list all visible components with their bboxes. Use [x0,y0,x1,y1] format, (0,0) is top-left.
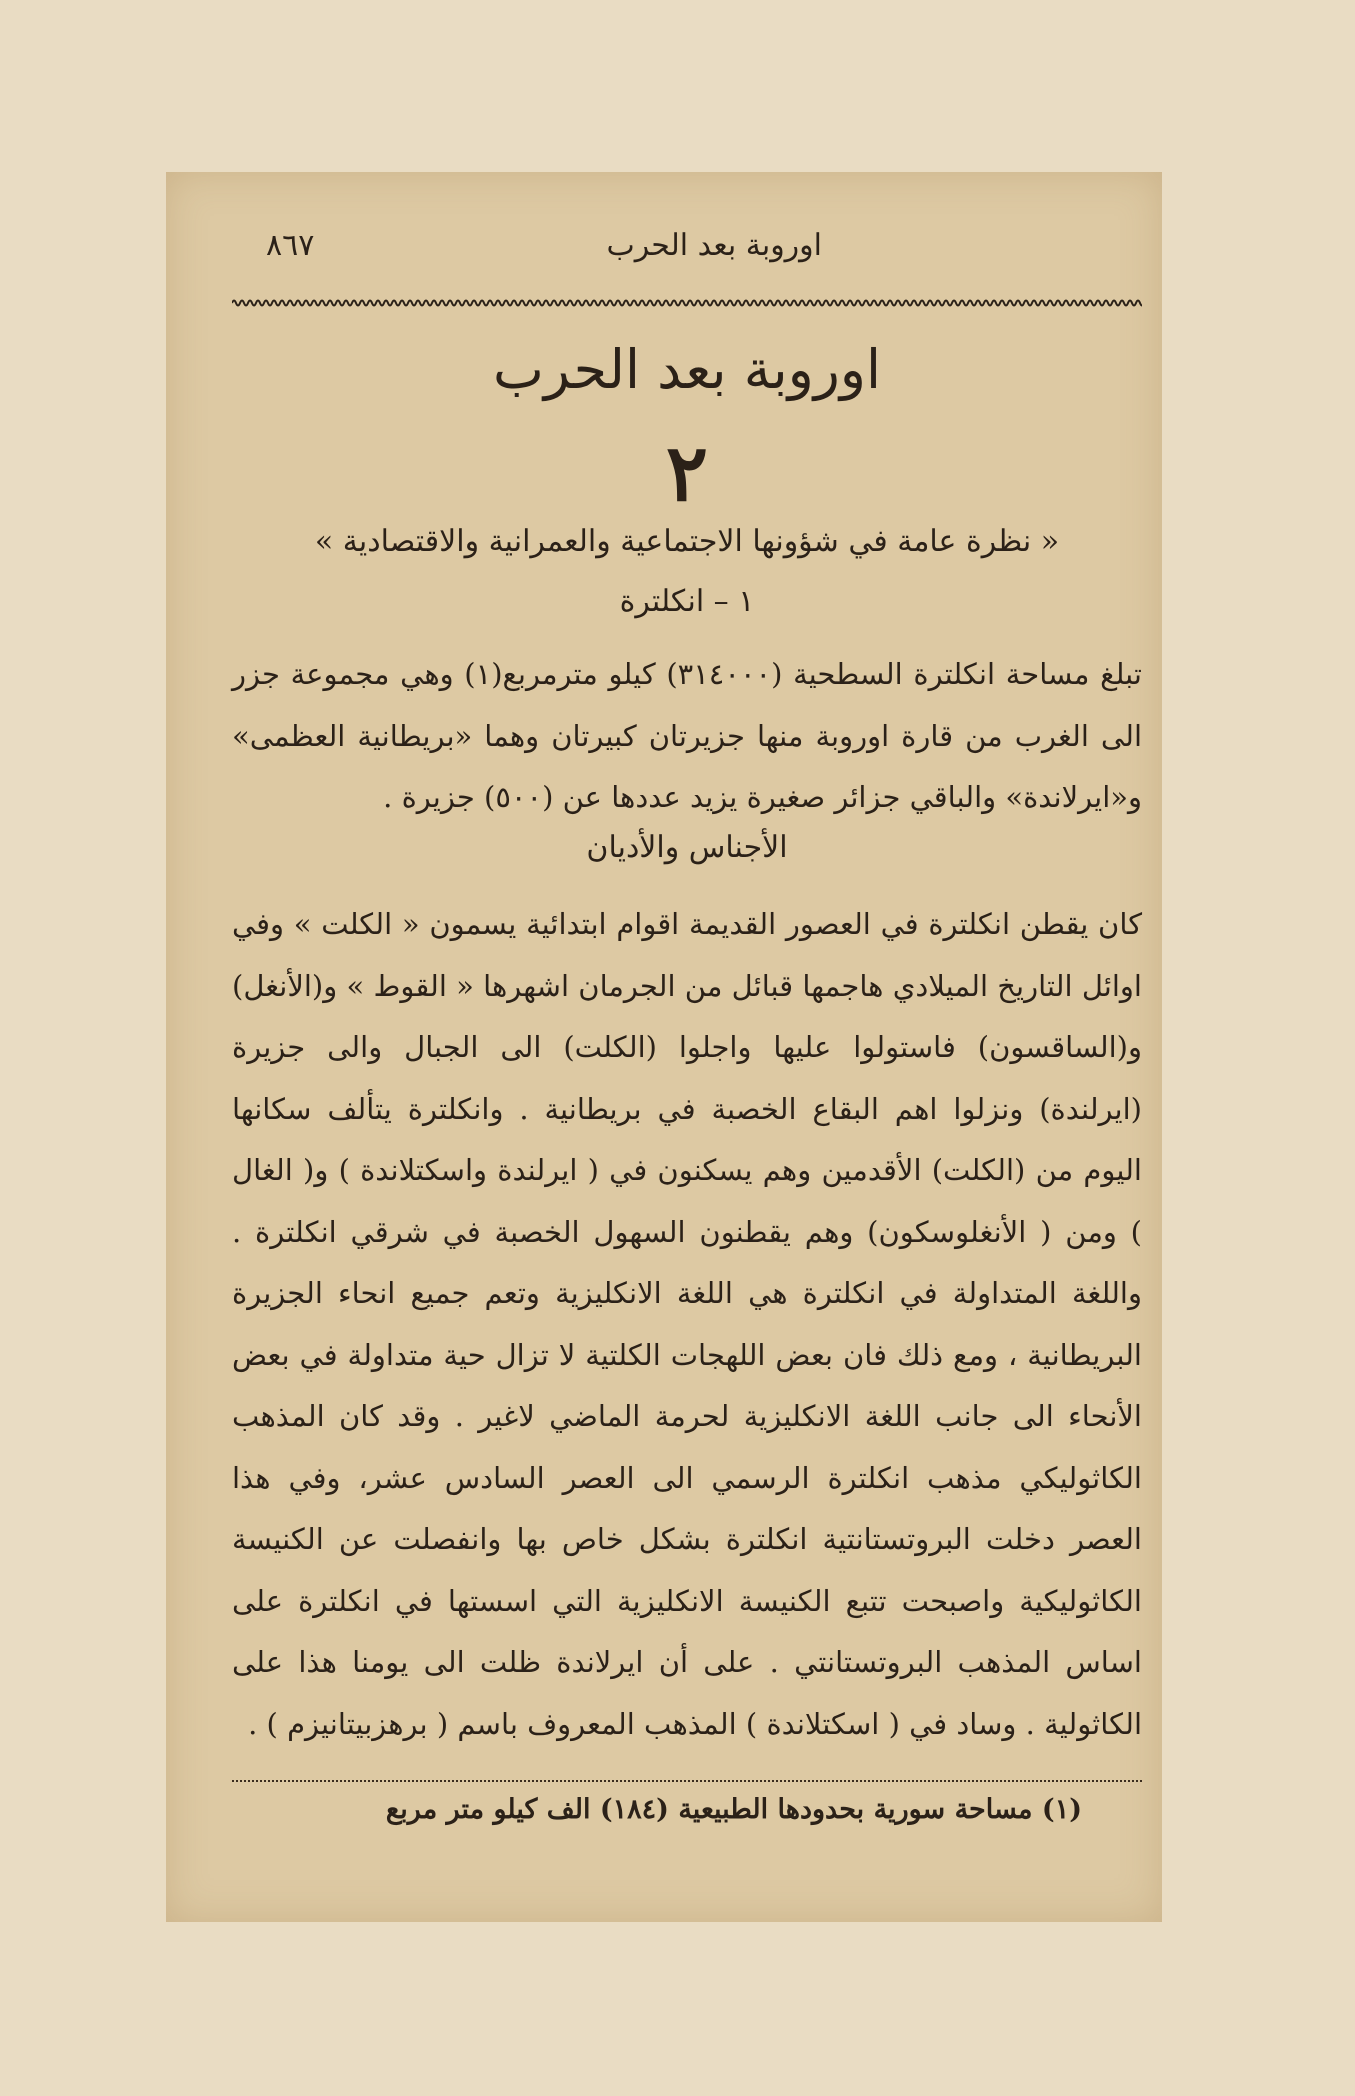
paragraph-area: تبلغ مساحة انكلترة السطحية (٣١٤٠٠٠) كيلو مترمربع(١) وهي مجموعة جزر الى الغرب من قارة اوروبة منها جزيرتان كبيرتان وهما «بريطانية العظمى» و«ايرلاندة» والباقي جزائر صغيرة يزيد عددها عن (٥٠٠) جزيرة . [232,657,1142,814]
footnote-divider [232,1780,1142,1782]
running-header [232,228,1142,278]
paragraph-religion: كان يقطن انكلترة في العصور القديمة اقوام ابتدائية يسمون « الكلت » وفي اوائل التاريخ الميلادي هاجمها قبائل من الجرمان اشهرها « القوط » و(الأنغل) و(الساقسون) فاستولوا عليها واجلوا (الكلت) الى الجبال والى جزيرة (ايرلندة) ونزلوا اهم البقاع الخصبة في بريطانية . وانكلترة يتألف سكانها اليوم من (الكلت) الأقدمين وهم يسكنون في ( ايرلندة واسكتلاندة ) و( الغال ) ومن ( الأنغلوسكون) وهم يقطنون السهول الخصبة في شرقي انكلترة . واللغة المتداولة في انكلترة هي اللغة الانكليزية وتعم جميع انحاء الجزيرة البريطانية ، ومع ذلك فان بعض اللهجات الكلتية لا تزال حية متداولة في بعض الأنحاء الى جانب اللغة الانكليزية لحرمة الماضي لاغير . وقد كان المذهب الكاثوليكي مذهب انكلترة الرسمي الى العصر السادس عشر، وفي هذا العصر دخلت البروتستانتية انكلترة بشكل خاص بها وانفصلت عن الكنيسة الكاثوليكية واصبحت تتبع الكنيسة الانكليزية التي اسستها في انكلترة على اساس المذهب البروتستانتي . على أن ايرلاندة ظلت الى يومنا هذا على الكاثولية . وساد في ( اسكتلاندة ) المذهب المعروف باسم ( برهزبيتانيزم ) . [232,907,1142,1741]
article-title: اوروبة بعد الحرب [493,338,881,401]
wavy-divider [232,296,1142,310]
book-page [232,228,1142,1825]
footnote: (١) مساحة سورية بحدودها الطبيعية (١٨٤) الف كيلو متر مربع [385,1794,1082,1825]
running-title: اوروبة بعد الحرب [606,228,822,263]
chapter-number: ٢ [666,428,708,519]
article-subtitle: « نظرة عامة في شؤونها الاجتماعية والعمرانية والاقتصادية » [314,524,1060,559]
subsection-heading: الأجناس والأديان [586,830,788,865]
page-number: ٨٦٧ [266,228,315,263]
section-heading: ١ – انكلترة [619,584,755,619]
